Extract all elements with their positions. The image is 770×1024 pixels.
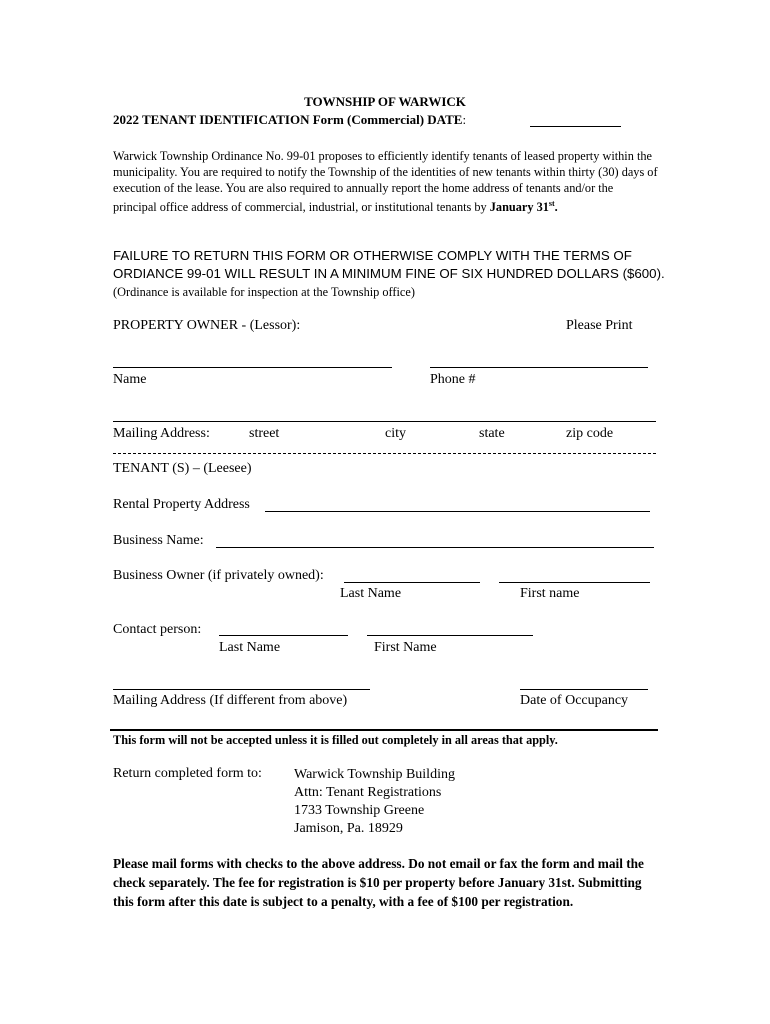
intro-text: Warwick Township Ordinance No. 99-01 proposes to efficiently identify tenants of leased property within the municipality. You are required to notify the Township of the identities of new tenants within thirty (30) days of execution of the lease. You are also required to annually report the home address of tenants and/or the principal office address of commercial, industrial, or institutional tenants by bbox=[113, 149, 658, 215]
owner-street-label: street bbox=[249, 426, 280, 441]
business-name-label: Business Name: bbox=[113, 533, 204, 548]
tenant-heading: TENANT (S) – (Leesee) bbox=[113, 461, 252, 476]
contact-first-field[interactable] bbox=[367, 635, 533, 636]
warning-note: (Ordinance is available for inspection at the Township office) bbox=[113, 285, 415, 299]
owner-phone-field[interactable] bbox=[430, 367, 648, 368]
return-address-line-3: 1733 Township Greene bbox=[294, 803, 425, 818]
township-title: TOWNSHIP OF WARWICK bbox=[304, 94, 466, 109]
business-name-field[interactable] bbox=[216, 547, 654, 548]
tenant-mailing-address-field[interactable] bbox=[113, 689, 370, 690]
owner-name-field[interactable] bbox=[113, 367, 392, 368]
owner-mailing-address-field[interactable] bbox=[113, 421, 656, 422]
owner-heading: PROPERTY OWNER - (Lessor): bbox=[113, 318, 301, 333]
form-title-text: 2022 TENANT IDENTIFICATION Form (Commercial) DATE bbox=[113, 112, 463, 127]
form-title-colon: : bbox=[462, 112, 467, 127]
owner-name-label: Name bbox=[113, 372, 147, 387]
rental-address-label: Rental Property Address bbox=[113, 497, 250, 512]
business-owner-label: Business Owner (if privately owned): bbox=[113, 568, 324, 583]
completion-notice: This form will not be accepted unless it is filled out completely in all areas that apply. bbox=[113, 733, 558, 747]
return-address bbox=[294, 766, 455, 838]
date-of-occupancy-field[interactable] bbox=[520, 689, 648, 690]
return-address-line-2: Attn: Tenant Registrations bbox=[294, 785, 442, 800]
date-field[interactable] bbox=[530, 126, 621, 127]
return-label: Return completed form to: bbox=[113, 766, 262, 781]
warning-paragraph bbox=[113, 247, 673, 301]
contact-last-label: Last Name bbox=[219, 640, 281, 655]
owner-city-label: city bbox=[385, 426, 406, 441]
return-address-line-4: Jamison, Pa. 18929 bbox=[294, 821, 403, 836]
date-of-occupancy-label: Date of Occupancy bbox=[520, 693, 629, 708]
intro-deadline: January 31st. bbox=[489, 199, 558, 215]
business-owner-last-field[interactable] bbox=[344, 582, 480, 583]
contact-first-label: First Name bbox=[374, 640, 437, 655]
notice-rule bbox=[110, 729, 658, 731]
form-title bbox=[113, 112, 466, 128]
rental-address-field[interactable] bbox=[265, 511, 650, 512]
owner-phone-label: Phone # bbox=[430, 372, 476, 387]
intro-paragraph bbox=[113, 148, 658, 215]
business-owner-first-field[interactable] bbox=[499, 582, 650, 583]
please-print-note: Please Print bbox=[566, 318, 633, 333]
tenant-mailing-label: Mailing Address (If different from above) bbox=[113, 693, 348, 708]
business-owner-last-label: Last Name bbox=[340, 586, 402, 601]
owner-state-label: state bbox=[479, 426, 505, 441]
return-address-line-1: Warwick Township Building bbox=[294, 767, 455, 782]
business-owner-first-label: First name bbox=[520, 586, 580, 601]
owner-zip-label: zip code bbox=[566, 426, 614, 441]
section-divider bbox=[113, 453, 656, 454]
contact-last-field[interactable] bbox=[219, 635, 348, 636]
owner-mailing-label: Mailing Address: bbox=[113, 426, 210, 441]
warning-text: FAILURE TO RETURN THIS FORM OR OTHERWISE COMPLY WITH THE TERMS OF ORDIANCE 99-01 WILL RESULT IN A MINIMUM FINE OF SIX HUNDRED DOLLARS ($600). bbox=[113, 248, 665, 281]
closing-instructions: Please mail forms with checks to the above address. Do not email or fax the form and mail the check separately. The fee for registration is $10 per property before January 31st. Submitting this form after this date is subject to a penalty, with a fee of $100 per registration. bbox=[113, 856, 644, 909]
contact-person-label: Contact person: bbox=[113, 622, 202, 637]
